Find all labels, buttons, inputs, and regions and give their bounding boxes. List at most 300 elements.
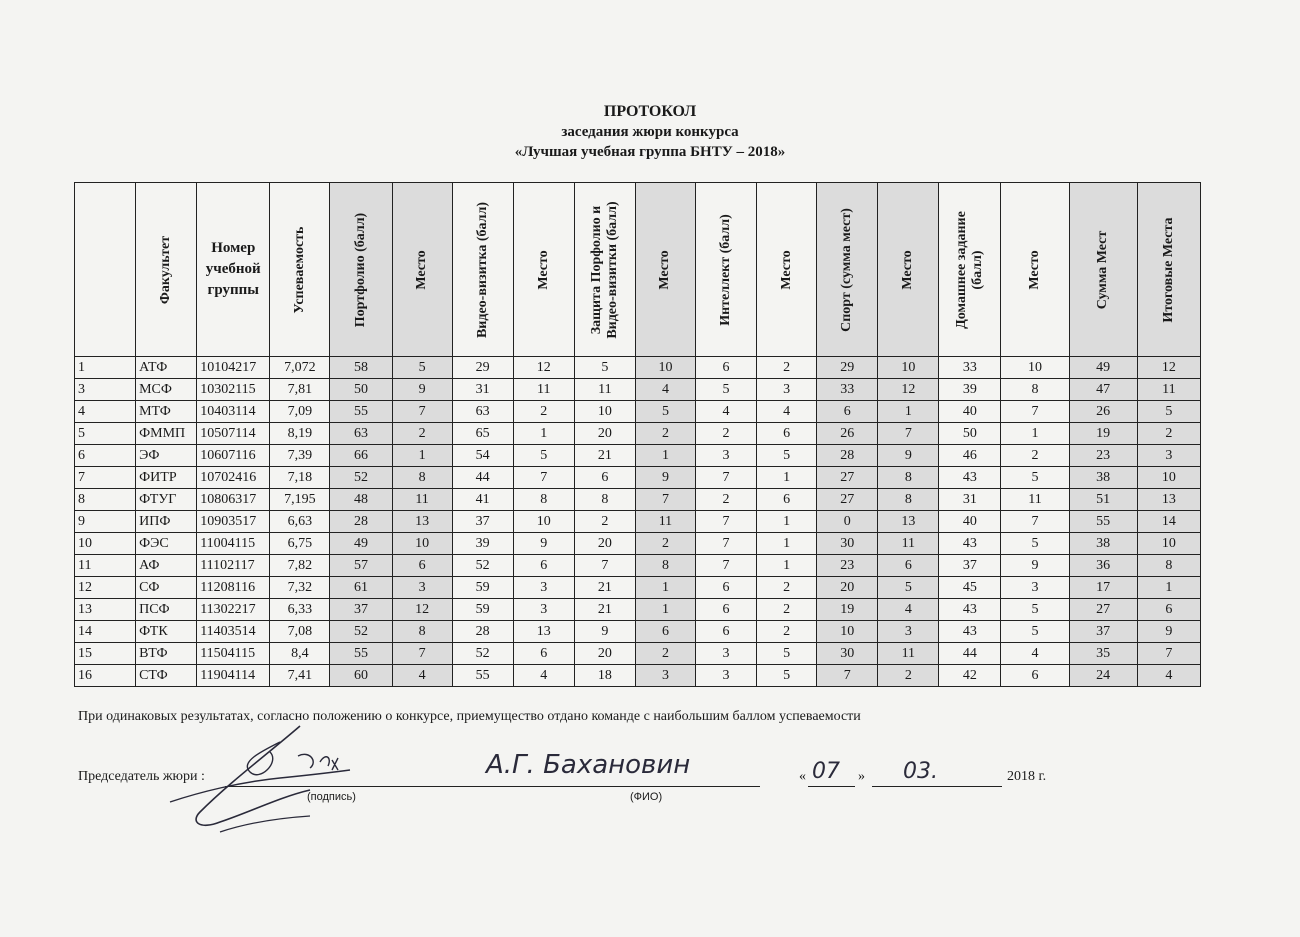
cell-place-defense: 4 <box>635 379 695 401</box>
cell-place-defense: 5 <box>635 401 695 423</box>
cell-place-video: 3 <box>513 599 574 621</box>
cell-final-places: 4 <box>1137 665 1200 687</box>
cell-sum-places: 51 <box>1069 489 1137 511</box>
cell-place-sport: 9 <box>878 445 939 467</box>
cell-sum-places: 38 <box>1069 467 1137 489</box>
cell-portfolio: 52 <box>330 467 392 489</box>
cell-place-portfolio: 8 <box>392 467 452 489</box>
header-place-portfolio: Место <box>392 183 452 357</box>
cell-homework: 46 <box>939 445 1001 467</box>
cell-sport: 27 <box>817 489 878 511</box>
cell-defense: 8 <box>574 489 635 511</box>
cell-homework: 43 <box>939 467 1001 489</box>
cell-place-homework: 5 <box>1001 467 1069 489</box>
cell-place-homework: 11 <box>1001 489 1069 511</box>
cell-intellect: 5 <box>695 379 756 401</box>
cell-group-number: 10903517 <box>197 511 270 533</box>
chair-label: Председатель жюри : <box>78 769 205 784</box>
cell-sport: 30 <box>817 643 878 665</box>
cell-place-defense: 2 <box>635 533 695 555</box>
cell-progress: 6,63 <box>270 511 330 533</box>
cell-faculty: МСФ <box>136 379 197 401</box>
cell-intellect: 7 <box>695 555 756 577</box>
cell-place-video: 3 <box>513 577 574 599</box>
cell-video: 59 <box>452 577 513 599</box>
cell-row-number: 6 <box>75 445 136 467</box>
cell-video: 44 <box>452 467 513 489</box>
cell-video: 55 <box>452 665 513 687</box>
cell-homework: 43 <box>939 599 1001 621</box>
cell-place-defense: 2 <box>635 643 695 665</box>
cell-progress: 7,18 <box>270 467 330 489</box>
header-video: Видео-визитка (балл) <box>452 183 513 357</box>
header-place-defense: Место <box>635 183 695 357</box>
cell-place-video: 11 <box>513 379 574 401</box>
cell-place-sport: 11 <box>878 533 939 555</box>
cell-place-portfolio: 11 <box>392 489 452 511</box>
cell-sport: 27 <box>817 467 878 489</box>
cell-place-homework: 4 <box>1001 643 1069 665</box>
cell-faculty: АТФ <box>136 357 197 379</box>
month-line <box>872 786 1002 787</box>
cell-place-homework: 7 <box>1001 401 1069 423</box>
cell-place-portfolio: 13 <box>392 511 452 533</box>
tie-break-note: При одинаковых результатах, согласно положению о конкурсе, приемущество отдано команде с наибольшим баллом успеваемости <box>78 709 861 724</box>
cell-sum-places: 23 <box>1069 445 1137 467</box>
cell-sport: 28 <box>817 445 878 467</box>
cell-sport: 0 <box>817 511 878 533</box>
cell-homework: 37 <box>939 555 1001 577</box>
cell-defense: 20 <box>574 643 635 665</box>
cell-homework: 40 <box>939 401 1001 423</box>
cell-place-homework: 2 <box>1001 445 1069 467</box>
cell-place-sport: 6 <box>878 555 939 577</box>
cell-final-places: 14 <box>1137 511 1200 533</box>
cell-place-sport: 5 <box>878 577 939 599</box>
cell-final-places: 9 <box>1137 621 1200 643</box>
cell-place-video: 7 <box>513 467 574 489</box>
cell-sum-places: 37 <box>1069 621 1137 643</box>
cell-place-portfolio: 12 <box>392 599 452 621</box>
cell-portfolio: 58 <box>330 357 392 379</box>
cell-sport: 33 <box>817 379 878 401</box>
cell-progress: 7,09 <box>270 401 330 423</box>
cell-group-number: 11208116 <box>197 577 270 599</box>
cell-intellect: 4 <box>695 401 756 423</box>
cell-faculty: АФ <box>136 555 197 577</box>
cell-place-intellect: 5 <box>757 643 817 665</box>
cell-sum-places: 36 <box>1069 555 1137 577</box>
header-final-places: Итоговые Места <box>1137 183 1200 357</box>
table-row <box>75 577 1201 599</box>
cell-place-intellect: 6 <box>757 489 817 511</box>
cell-defense: 2 <box>574 511 635 533</box>
cell-place-intellect: 3 <box>757 379 817 401</box>
cell-portfolio: 57 <box>330 555 392 577</box>
header-defense: Защита Порфолио и Видео-визитки (балл) <box>574 183 635 357</box>
cell-place-video: 6 <box>513 555 574 577</box>
cell-final-places: 1 <box>1137 577 1200 599</box>
cell-faculty: МТФ <box>136 401 197 423</box>
cell-place-video: 4 <box>513 665 574 687</box>
table-row <box>75 379 1201 401</box>
cell-video: 54 <box>452 445 513 467</box>
cell-sum-places: 38 <box>1069 533 1137 555</box>
cell-place-defense: 1 <box>635 445 695 467</box>
cell-video: 63 <box>452 401 513 423</box>
cell-place-homework: 5 <box>1001 621 1069 643</box>
cell-video: 31 <box>452 379 513 401</box>
table-row <box>75 555 1201 577</box>
cell-place-intellect: 2 <box>757 357 817 379</box>
cell-defense: 11 <box>574 379 635 401</box>
cell-place-intellect: 2 <box>757 599 817 621</box>
cell-intellect: 7 <box>695 467 756 489</box>
table-row <box>75 423 1201 445</box>
cell-portfolio: 50 <box>330 379 392 401</box>
cell-sport: 6 <box>817 401 878 423</box>
day-line <box>808 786 855 787</box>
table-row <box>75 445 1201 467</box>
cell-faculty: ИПФ <box>136 511 197 533</box>
cell-place-defense: 10 <box>635 357 695 379</box>
table-body <box>75 357 1201 687</box>
cell-portfolio: 48 <box>330 489 392 511</box>
handwritten-name: А.Г. Бахановин <box>486 750 691 780</box>
cell-place-sport: 11 <box>878 643 939 665</box>
cell-homework: 39 <box>939 379 1001 401</box>
cell-place-portfolio: 8 <box>392 621 452 643</box>
cell-place-portfolio: 10 <box>392 533 452 555</box>
date-month: 03. <box>903 759 938 784</box>
cell-place-sport: 13 <box>878 511 939 533</box>
cell-place-defense: 6 <box>635 621 695 643</box>
table-row <box>75 533 1201 555</box>
cell-faculty: ВТФ <box>136 643 197 665</box>
cell-intellect: 7 <box>695 533 756 555</box>
cell-place-portfolio: 5 <box>392 357 452 379</box>
cell-group-number: 10507114 <box>197 423 270 445</box>
cell-portfolio: 66 <box>330 445 392 467</box>
cell-row-number: 5 <box>75 423 136 445</box>
cell-homework: 40 <box>939 511 1001 533</box>
cell-faculty: ФТУГ <box>136 489 197 511</box>
table-row <box>75 643 1201 665</box>
cell-progress: 7,195 <box>270 489 330 511</box>
cell-homework: 42 <box>939 665 1001 687</box>
cell-intellect: 6 <box>695 599 756 621</box>
header-faculty: Факультет <box>136 183 197 357</box>
date-day: 07 <box>812 759 840 784</box>
cell-row-number: 13 <box>75 599 136 621</box>
table-row <box>75 511 1201 533</box>
cell-sum-places: 27 <box>1069 599 1137 621</box>
cell-place-video: 13 <box>513 621 574 643</box>
cell-group-number: 11403514 <box>197 621 270 643</box>
cell-place-sport: 2 <box>878 665 939 687</box>
date-year: 2018 г. <box>1007 769 1047 784</box>
cell-portfolio: 63 <box>330 423 392 445</box>
cell-place-portfolio: 3 <box>392 577 452 599</box>
cell-portfolio: 61 <box>330 577 392 599</box>
header-place-video: Место <box>513 183 574 357</box>
cell-faculty: ПСФ <box>136 599 197 621</box>
cell-sport: 20 <box>817 577 878 599</box>
cell-faculty: СТФ <box>136 665 197 687</box>
cell-intellect: 7 <box>695 511 756 533</box>
cell-group-number: 10104217 <box>197 357 270 379</box>
header-place-intellect: Место <box>757 183 817 357</box>
cell-place-defense: 11 <box>635 511 695 533</box>
cell-sum-places: 17 <box>1069 577 1137 599</box>
table-row <box>75 599 1201 621</box>
cell-homework: 43 <box>939 621 1001 643</box>
cell-sum-places: 19 <box>1069 423 1137 445</box>
cell-faculty: ЭФ <box>136 445 197 467</box>
handwritten-signature <box>160 722 390 842</box>
cell-intellect: 6 <box>695 357 756 379</box>
date-quote-close: » <box>858 769 865 784</box>
cell-homework: 33 <box>939 357 1001 379</box>
cell-place-portfolio: 2 <box>392 423 452 445</box>
cell-final-places: 10 <box>1137 467 1200 489</box>
cell-place-intellect: 1 <box>757 533 817 555</box>
cell-place-homework: 10 <box>1001 357 1069 379</box>
cell-place-homework: 8 <box>1001 379 1069 401</box>
cell-place-intellect: 1 <box>757 511 817 533</box>
cell-row-number: 15 <box>75 643 136 665</box>
cell-place-portfolio: 9 <box>392 379 452 401</box>
cell-group-number: 10607116 <box>197 445 270 467</box>
cell-sport: 19 <box>817 599 878 621</box>
cell-portfolio: 52 <box>330 621 392 643</box>
cell-row-number: 9 <box>75 511 136 533</box>
cell-progress: 7,32 <box>270 577 330 599</box>
table-header-row <box>75 183 1201 357</box>
cell-video: 37 <box>452 511 513 533</box>
cell-row-number: 16 <box>75 665 136 687</box>
cell-faculty: ФММП <box>136 423 197 445</box>
cell-sum-places: 35 <box>1069 643 1137 665</box>
table-row <box>75 665 1201 687</box>
cell-intellect: 6 <box>695 621 756 643</box>
cell-group-number: 10302115 <box>197 379 270 401</box>
cell-place-sport: 7 <box>878 423 939 445</box>
cell-faculty: ФИТР <box>136 467 197 489</box>
cell-place-homework: 1 <box>1001 423 1069 445</box>
document-subtitle: заседания жюри конкурса <box>561 124 739 140</box>
cell-defense: 20 <box>574 533 635 555</box>
cell-place-homework: 6 <box>1001 665 1069 687</box>
cell-place-sport: 12 <box>878 379 939 401</box>
cell-place-intellect: 6 <box>757 423 817 445</box>
header-sport: Спорт (сумма мест) <box>817 183 878 357</box>
cell-place-intellect: 2 <box>757 621 817 643</box>
cell-faculty: СФ <box>136 577 197 599</box>
cell-defense: 18 <box>574 665 635 687</box>
cell-final-places: 2 <box>1137 423 1200 445</box>
cell-place-intellect: 1 <box>757 467 817 489</box>
cell-sport: 7 <box>817 665 878 687</box>
cell-group-number: 11004115 <box>197 533 270 555</box>
cell-video: 41 <box>452 489 513 511</box>
cell-place-homework: 3 <box>1001 577 1069 599</box>
cell-final-places: 3 <box>1137 445 1200 467</box>
table-row <box>75 401 1201 423</box>
cell-place-portfolio: 7 <box>392 401 452 423</box>
cell-portfolio: 37 <box>330 599 392 621</box>
cell-defense: 6 <box>574 467 635 489</box>
cell-video: 65 <box>452 423 513 445</box>
cell-place-defense: 1 <box>635 599 695 621</box>
cell-row-number: 1 <box>75 357 136 379</box>
document-title: ПРОТОКОЛ <box>603 103 697 120</box>
cell-place-defense: 2 <box>635 423 695 445</box>
cell-group-number: 11302217 <box>197 599 270 621</box>
cell-place-sport: 8 <box>878 467 939 489</box>
table-row <box>75 357 1201 379</box>
cell-place-homework: 9 <box>1001 555 1069 577</box>
cell-progress: 7,41 <box>270 665 330 687</box>
cell-portfolio: 55 <box>330 401 392 423</box>
cell-homework: 45 <box>939 577 1001 599</box>
cell-place-intellect: 5 <box>757 445 817 467</box>
cell-place-sport: 8 <box>878 489 939 511</box>
cell-intellect: 3 <box>695 643 756 665</box>
cell-progress: 7,82 <box>270 555 330 577</box>
cell-progress: 6,75 <box>270 533 330 555</box>
cell-place-video: 6 <box>513 643 574 665</box>
cell-progress: 7,39 <box>270 445 330 467</box>
cell-video: 29 <box>452 357 513 379</box>
cell-sport: 29 <box>817 357 878 379</box>
cell-group-number: 11904114 <box>197 665 270 687</box>
cell-group-number: 11102117 <box>197 555 270 577</box>
cell-defense: 10 <box>574 401 635 423</box>
cell-place-video: 8 <box>513 489 574 511</box>
table-row <box>75 621 1201 643</box>
cell-sum-places: 26 <box>1069 401 1137 423</box>
cell-place-video: 5 <box>513 445 574 467</box>
cell-place-intellect: 5 <box>757 665 817 687</box>
cell-defense: 5 <box>574 357 635 379</box>
cell-defense: 20 <box>574 423 635 445</box>
header-place-sport: Место <box>878 183 939 357</box>
cell-video: 59 <box>452 599 513 621</box>
cell-row-number: 11 <box>75 555 136 577</box>
cell-sum-places: 24 <box>1069 665 1137 687</box>
cell-place-homework: 7 <box>1001 511 1069 533</box>
cell-progress: 7,072 <box>270 357 330 379</box>
cell-intellect: 2 <box>695 489 756 511</box>
cell-final-places: 6 <box>1137 599 1200 621</box>
cell-portfolio: 49 <box>330 533 392 555</box>
cell-sum-places: 47 <box>1069 379 1137 401</box>
header-number <box>75 183 136 357</box>
cell-final-places: 5 <box>1137 401 1200 423</box>
cell-place-video: 12 <box>513 357 574 379</box>
cell-place-portfolio: 4 <box>392 665 452 687</box>
cell-place-sport: 4 <box>878 599 939 621</box>
cell-video: 28 <box>452 621 513 643</box>
results-table <box>74 182 1201 687</box>
cell-place-portfolio: 7 <box>392 643 452 665</box>
cell-sum-places: 49 <box>1069 357 1137 379</box>
cell-video: 52 <box>452 643 513 665</box>
cell-row-number: 10 <box>75 533 136 555</box>
cell-row-number: 12 <box>75 577 136 599</box>
cell-faculty: ФТК <box>136 621 197 643</box>
cell-place-portfolio: 6 <box>392 555 452 577</box>
cell-place-video: 10 <box>513 511 574 533</box>
date-quote-open: « <box>799 769 806 784</box>
cell-progress: 7,81 <box>270 379 330 401</box>
cell-place-defense: 9 <box>635 467 695 489</box>
header-group-number: Номер учебной группы <box>197 183 270 357</box>
cell-progress: 8,19 <box>270 423 330 445</box>
cell-place-homework: 5 <box>1001 533 1069 555</box>
cell-row-number: 4 <box>75 401 136 423</box>
header-place-homework: Место <box>1001 183 1069 357</box>
cell-place-video: 2 <box>513 401 574 423</box>
header-portfolio: Портфолио (балл) <box>330 183 392 357</box>
cell-sum-places: 55 <box>1069 511 1137 533</box>
cell-place-video: 1 <box>513 423 574 445</box>
cell-group-number: 11504115 <box>197 643 270 665</box>
cell-final-places: 7 <box>1137 643 1200 665</box>
cell-group-number: 10806317 <box>197 489 270 511</box>
cell-defense: 21 <box>574 577 635 599</box>
cell-place-portfolio: 1 <box>392 445 452 467</box>
cell-homework: 31 <box>939 489 1001 511</box>
cell-homework: 50 <box>939 423 1001 445</box>
cell-place-defense: 8 <box>635 555 695 577</box>
header-progress: Успеваемость <box>270 183 330 357</box>
cell-intellect: 3 <box>695 445 756 467</box>
cell-group-number: 10702416 <box>197 467 270 489</box>
cell-place-homework: 5 <box>1001 599 1069 621</box>
contest-name: «Лучшая учебная группа БНТУ – 2018» <box>514 144 786 160</box>
cell-place-defense: 1 <box>635 577 695 599</box>
table-row <box>75 489 1201 511</box>
cell-defense: 21 <box>574 445 635 467</box>
cell-intellect: 3 <box>695 665 756 687</box>
cell-place-defense: 3 <box>635 665 695 687</box>
signature-caption: (подпись) <box>307 791 356 803</box>
header-intellect: Интеллект (балл) <box>695 183 756 357</box>
cell-group-number: 10403114 <box>197 401 270 423</box>
cell-homework: 43 <box>939 533 1001 555</box>
cell-portfolio: 60 <box>330 665 392 687</box>
cell-sport: 26 <box>817 423 878 445</box>
cell-place-intellect: 2 <box>757 577 817 599</box>
header-sum-places: Сумма Мест <box>1069 183 1137 357</box>
cell-final-places: 12 <box>1137 357 1200 379</box>
cell-place-video: 9 <box>513 533 574 555</box>
cell-progress: 8,4 <box>270 643 330 665</box>
cell-portfolio: 55 <box>330 643 392 665</box>
cell-sport: 30 <box>817 533 878 555</box>
cell-place-intellect: 1 <box>757 555 817 577</box>
cell-progress: 7,08 <box>270 621 330 643</box>
cell-place-defense: 7 <box>635 489 695 511</box>
cell-final-places: 11 <box>1137 379 1200 401</box>
cell-defense: 9 <box>574 621 635 643</box>
cell-progress: 6,33 <box>270 599 330 621</box>
cell-place-sport: 3 <box>878 621 939 643</box>
name-caption: (ФИО) <box>630 791 663 803</box>
cell-sport: 23 <box>817 555 878 577</box>
